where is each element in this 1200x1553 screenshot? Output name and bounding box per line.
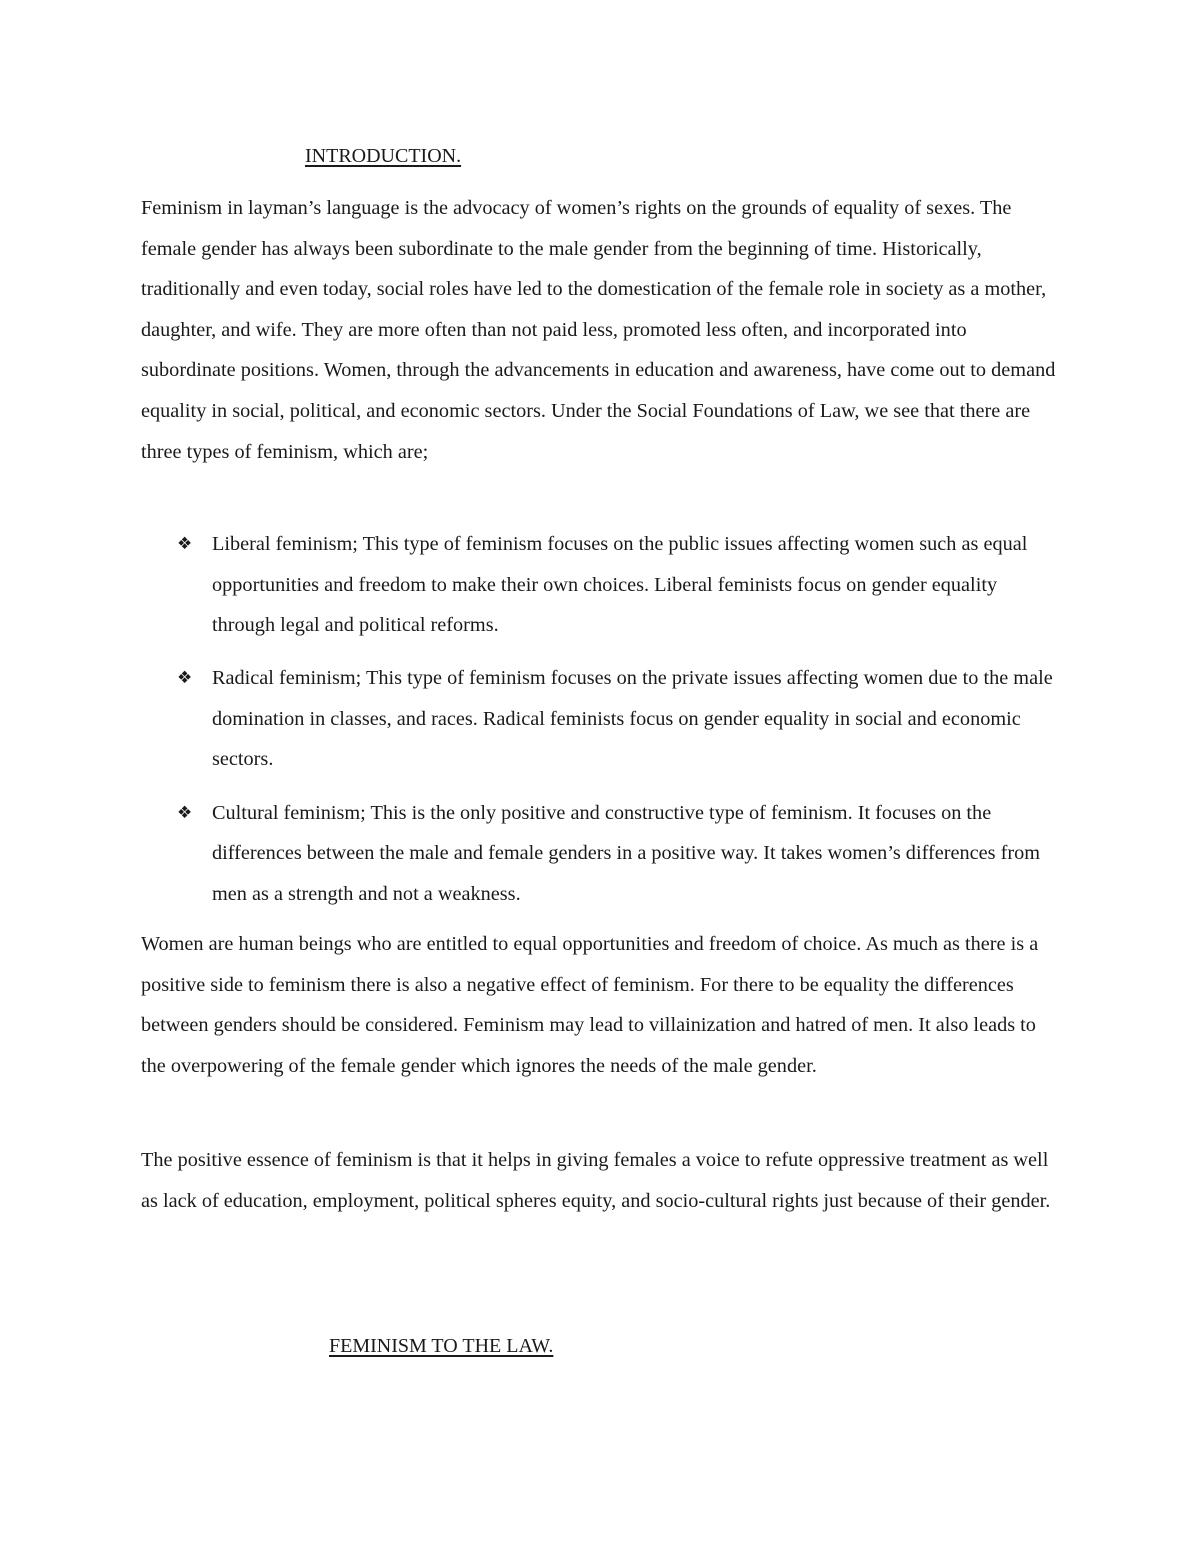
list-item-text: Cultural feminism; This is the only positive and constructive type of feminism. It focuses on the differences between the male and female genders in a positive way. It takes women’s differences from men as a strength and not a weakness. (212, 801, 1041, 905)
feminism-types-list (141, 524, 1061, 927)
paragraph-positive-essence: The positive essence of feminism is that it helps in giving females a voice to refute oppressive treatment as well as lack of education, employment, political spheres equity, and socio-cultural rights just because of their gender. (141, 1149, 1051, 1212)
paragraph-intro: Feminism in layman’s language is the advocacy of women’s rights on the grounds of equality of sexes. The female gender has always been subordinate to the male gender from the beginning of time. Historically, traditionally and even today, social roles have led to the domestication of the female role in society as a mother, daughter, and wife. They are more often than not paid less, promoted less often, and incorporated into subordinate positions. Women, through the advancements in education and awareness, have come out to demand equality in social, political, and economic sectors. Under the Social Foundations of Law, we see that there are three types of feminism, which are; (141, 197, 1056, 463)
heading-feminism-to-the-law: FEMINISM TO THE LAW. (329, 1335, 554, 1357)
paragraph-equality: Women are human beings who are entitled to equal opportunities and freedom of choice. As much as there is a positive side to feminism there is also a negative effect of feminism. For there to be equality the differences between genders should be considered. Feminism may lead to villainization and hatred of men. It also leads to the overpowering of the female gender which ignores the needs of the male gender. (141, 933, 1039, 1077)
diamond-bullet-icon: ❖ (177, 534, 193, 554)
list-item-liberal-feminism (141, 524, 1061, 646)
heading-introduction: INTRODUCTION. (305, 145, 462, 167)
diamond-bullet-icon: ❖ (177, 802, 193, 823)
list-item-cultural-feminism (141, 793, 1061, 915)
list-item-text: Liberal feminism; This type of feminism focuses on the public issues affecting women such as equal opportunities and freedom to make their own choices. Liberal feminists focus on gender equality through legal and political reforms. (212, 533, 1028, 637)
diamond-bullet-icon: ❖ (177, 668, 193, 689)
list-item-text: Radical feminism; This type of feminism focuses on the private issues affecting women due to the male domination in classes, and races. Radical feminists focus on gender equality in social and economic sectors. (212, 667, 1053, 771)
list-item-radical-feminism (141, 658, 1061, 780)
